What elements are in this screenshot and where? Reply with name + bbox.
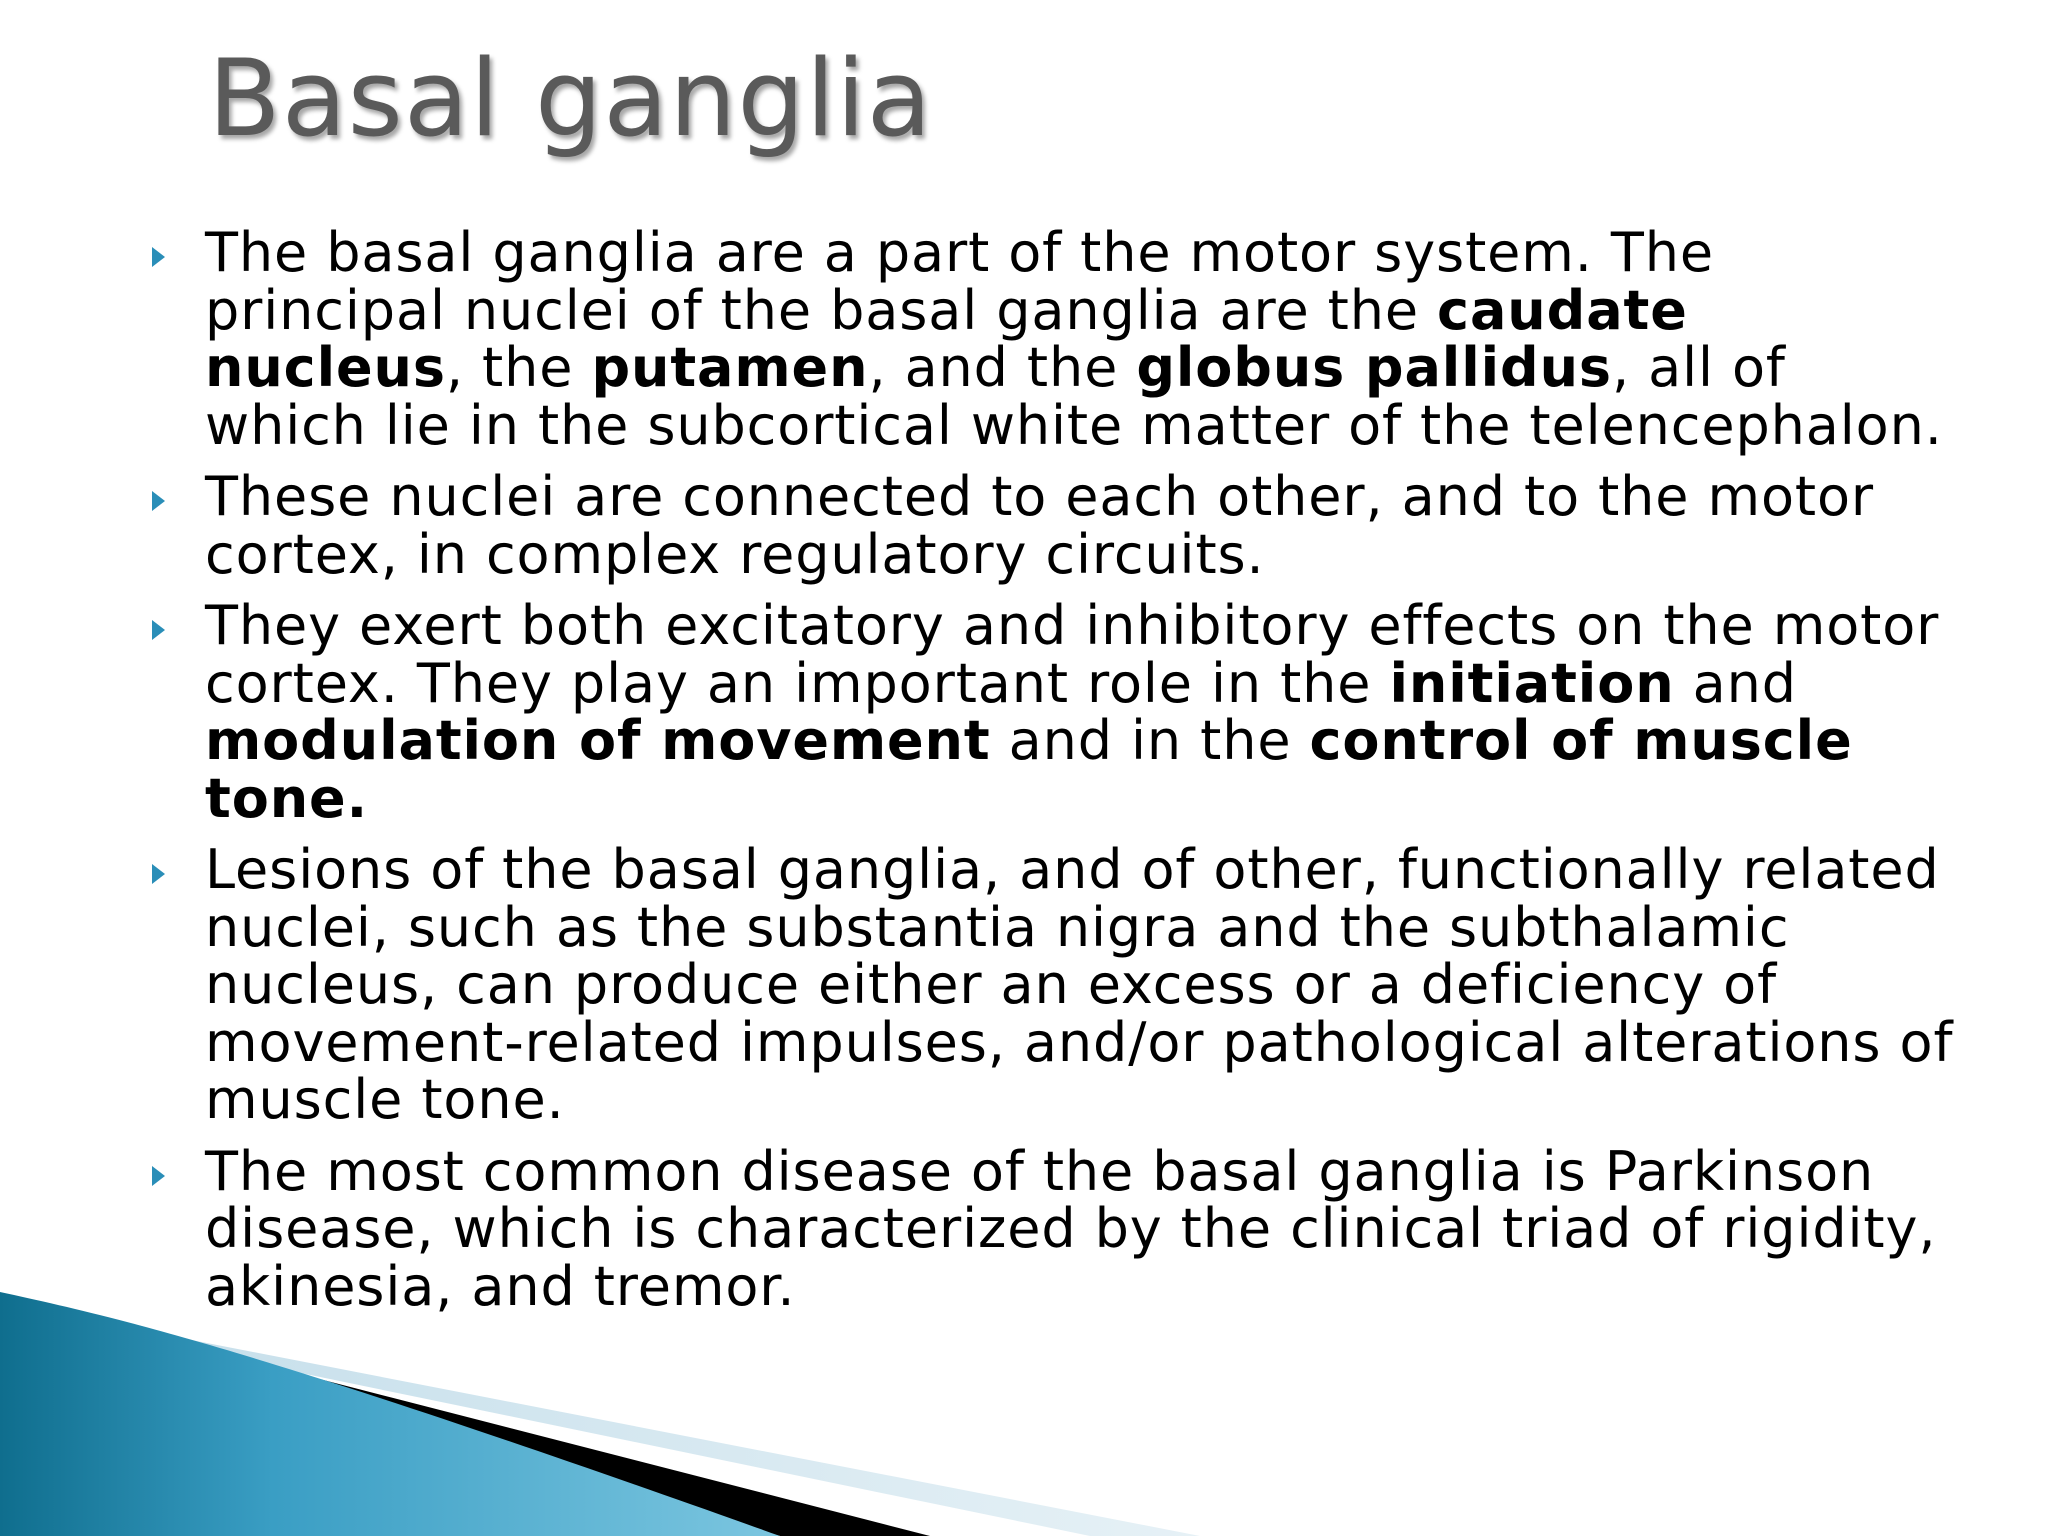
bullet-text: Lesions of the basal ganglia, and of other, functionally related nuclei, such as the substantia nigra and the subthalamic nucleus, can produce either an excess or a deficiency of movement-related impulses, and/or pathological alterations of muscle tone.	[205, 838, 1954, 1131]
bullet-list	[205, 221, 1965, 1329]
triangle-right-icon	[152, 864, 165, 884]
slide-title: Basal ganglia	[208, 37, 933, 160]
bullet-item	[205, 465, 1965, 586]
bullet-text: The basal ganglia are a part of the motor system. The principal nuclei of the basal ganglia are the	[205, 221, 1715, 342]
bullet-text: and	[1674, 651, 1797, 715]
decorative-wave-graphic	[0, 1280, 2048, 1536]
triangle-right-icon	[152, 620, 165, 640]
triangle-right-icon	[152, 1166, 165, 1186]
bullet-text: These nuclei are connected to each other, and to the motor cortex, in complex regulatory circuits.	[205, 465, 1875, 586]
bullet-text: , and the	[868, 336, 1137, 399]
bullet-text-bold: initiation	[1389, 651, 1675, 715]
bullet-text-bold: modulation of movement	[205, 709, 991, 772]
decor-teal-band	[0, 1292, 780, 1536]
bullet-text-bold: putamen	[591, 336, 869, 399]
bullet-item	[205, 221, 1965, 457]
bullet-text-bold: control of muscle tone.	[205, 709, 1853, 830]
bullet-item	[205, 594, 1965, 830]
bullet-text: and in the	[990, 709, 1310, 772]
bullet-text: The most common disease of the basal ganglia is Parkinson disease, which is characterized by the clinical triad of rigidity, akinesia, and tremor.	[205, 1139, 1937, 1318]
bullet-text: , the	[445, 336, 592, 399]
bullet-text: They exert both excitatory and inhibitory effects on the motor cortex. They play an important role in the	[205, 594, 1940, 715]
triangle-right-icon	[152, 491, 165, 511]
bullet-item	[205, 838, 1965, 1131]
triangle-right-icon	[152, 247, 165, 267]
bullet-text-bold: globus pallidus	[1136, 336, 1612, 399]
bullet-text: , all of which lie in the subcortical white matter of the telencephalon.	[205, 336, 1943, 457]
bullet-text-bold: caudate nucleus	[205, 278, 1688, 399]
